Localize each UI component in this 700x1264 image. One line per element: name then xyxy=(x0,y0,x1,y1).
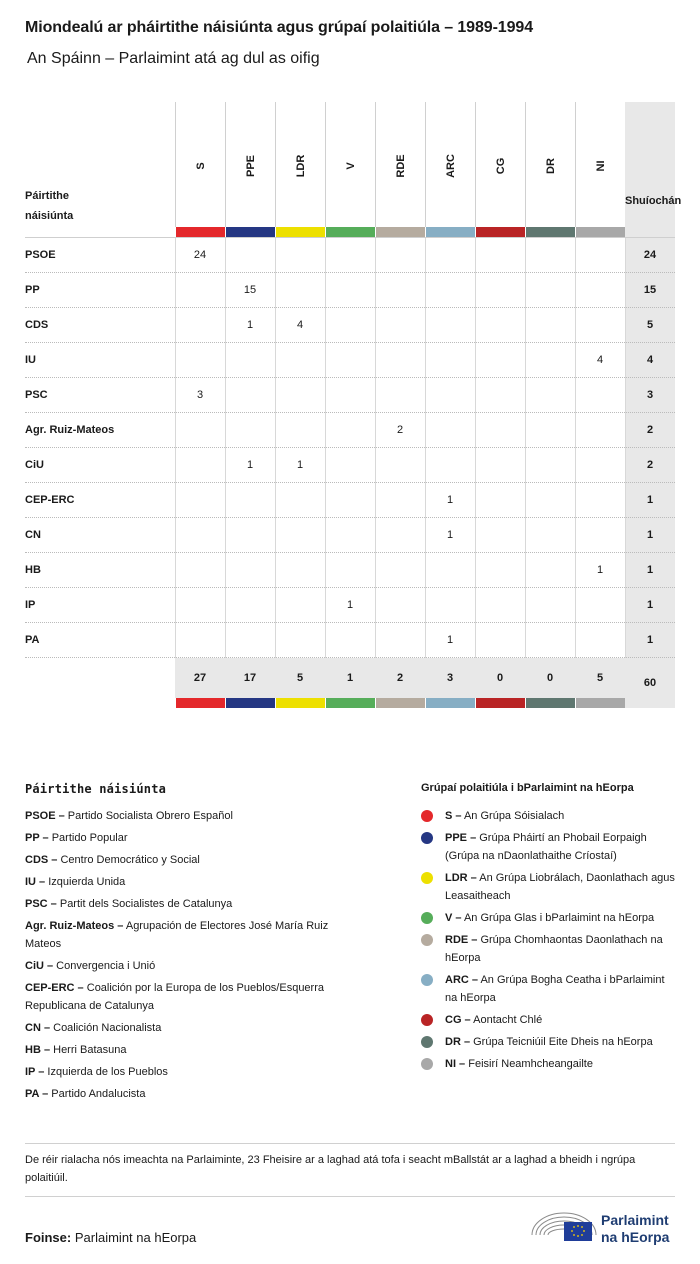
legend-color-dot xyxy=(421,1036,433,1048)
group-total: 0 xyxy=(496,672,504,684)
group-total: 0 xyxy=(546,672,554,684)
cell-value: 1 xyxy=(446,529,454,541)
row-total: 5 xyxy=(646,319,654,331)
group-color-bar-bottom xyxy=(576,698,625,708)
legend-party-abbr: CN – xyxy=(25,1022,51,1034)
grand-total: 60 xyxy=(643,677,657,689)
row-divider xyxy=(25,307,675,308)
group-header-label: RDE xyxy=(394,154,407,178)
legend-party-abbr: HB – xyxy=(25,1044,51,1056)
row-divider xyxy=(25,412,675,413)
group-total: 2 xyxy=(396,672,404,684)
legend-party-name: Centro Democrático y Social xyxy=(57,854,200,866)
row-total: 2 xyxy=(646,424,654,436)
legend-group-item xyxy=(445,807,677,825)
cell-value: 4 xyxy=(596,354,604,366)
column-divider xyxy=(275,238,276,658)
legend-color-dot xyxy=(421,1014,433,1026)
note-divider-bottom xyxy=(25,1196,675,1197)
column-divider xyxy=(325,238,326,658)
cell-value: 1 xyxy=(446,494,454,506)
cell-value: 1 xyxy=(596,564,604,576)
legend-group-item xyxy=(445,869,677,905)
group-color-bar-top xyxy=(326,227,375,237)
source-label: Foinse: xyxy=(25,1230,72,1245)
legend-party-name: Partido Andalucista xyxy=(48,1088,146,1100)
legend-party-abbr: CDS – xyxy=(25,854,58,866)
logo-line-2: na hEorpa xyxy=(601,1229,670,1245)
legend-group-abbr: V – xyxy=(445,912,462,924)
row-label: PP xyxy=(25,284,40,296)
legend-group-name: An Grúpa Bogha Ceatha i bParlaimint na hEorpa xyxy=(445,974,665,1004)
legend-party-name: Izquierda Unida xyxy=(45,876,126,888)
cell-value: 15 xyxy=(243,284,257,296)
legend-party-item xyxy=(25,1041,365,1059)
column-divider xyxy=(475,238,476,658)
group-color-bar-top xyxy=(426,227,475,237)
group-total: 5 xyxy=(296,672,304,684)
group-color-bar-top xyxy=(226,227,275,237)
legend-party-abbr: PA – xyxy=(25,1088,49,1100)
group-color-bar-top xyxy=(576,227,625,237)
logo-line-1: Parlaimint xyxy=(601,1212,669,1228)
legend-party-name: Herri Batasuna xyxy=(50,1044,127,1056)
row-label: CDS xyxy=(25,319,49,331)
group-color-bar-top xyxy=(276,227,325,237)
group-header-s xyxy=(175,102,225,227)
group-color-bar-bottom xyxy=(176,698,225,708)
cell-value: 1 xyxy=(296,459,304,471)
group-color-bar-top xyxy=(376,227,425,237)
column-divider xyxy=(625,238,626,658)
row-divider xyxy=(25,272,675,273)
legend-color-dot xyxy=(421,872,433,884)
group-header-v xyxy=(325,102,375,227)
legend-group-abbr: PPE – xyxy=(445,832,477,844)
group-header-rde xyxy=(375,102,425,227)
legend-party-item xyxy=(25,1085,365,1103)
legend-party-abbr: PSC – xyxy=(25,898,57,910)
group-total: 1 xyxy=(346,672,354,684)
group-color-bar-bottom xyxy=(226,698,275,708)
legend-party-name: Partido Socialista Obrero Español xyxy=(64,810,233,822)
row-divider xyxy=(25,377,675,378)
column-divider xyxy=(525,238,526,658)
legend-party-name: Agrupación de Electores José María Ruiz Mateos xyxy=(25,920,329,950)
column-divider xyxy=(225,238,226,658)
source-line xyxy=(25,1230,196,1245)
legend-group-item xyxy=(445,971,677,1007)
legend-party-item xyxy=(25,979,365,1015)
group-color-bar-bottom xyxy=(426,698,475,708)
legend-group-name: An Grúpa Glas i bParlaimint na hEorpa xyxy=(461,912,655,924)
legend-color-dot xyxy=(421,934,433,946)
group-total: 3 xyxy=(446,672,454,684)
legend-group-name: An Grúpa Sóisialach xyxy=(461,810,565,822)
row-label: PSOE xyxy=(25,249,56,261)
row-total: 2 xyxy=(646,459,654,471)
row-divider xyxy=(25,482,675,483)
row-total: 4 xyxy=(646,354,654,366)
row-total: 3 xyxy=(646,389,654,401)
legend-party-item xyxy=(25,957,365,975)
row-label: PSC xyxy=(25,389,48,401)
legend-group-name: Feisirí Neamhcheangailte xyxy=(465,1058,593,1070)
legend-group-abbr: RDE – xyxy=(445,934,478,946)
group-color-bar-top xyxy=(526,227,575,237)
group-header-cg xyxy=(475,102,525,227)
legend-party-name: Partit dels Socialistes de Catalunya xyxy=(56,898,233,910)
row-total: 24 xyxy=(643,249,657,261)
group-color-bar-top xyxy=(476,227,525,237)
row-divider xyxy=(25,517,675,518)
row-total: 1 xyxy=(646,564,654,576)
column-divider xyxy=(575,238,576,658)
group-color-bar-bottom xyxy=(376,698,425,708)
legend-group-item xyxy=(445,1055,677,1073)
group-header-arc xyxy=(425,102,475,227)
header-divider xyxy=(25,237,675,238)
legend-party-name: Convergencia i Unió xyxy=(53,960,156,972)
legend-groups-title: Grúpaí polaitiúla i bParlaimint na hEorpa xyxy=(421,782,634,794)
cell-value: 4 xyxy=(296,319,304,331)
row-label: CN xyxy=(25,529,41,541)
legend-parties-title: Páirtithe náisiúnta xyxy=(25,782,167,796)
seat-header-label: Shuíochán xyxy=(625,195,682,207)
row-total: 1 xyxy=(646,494,654,506)
legend-party-item xyxy=(25,917,365,953)
cell-value: 1 xyxy=(346,599,354,611)
legend-party-item xyxy=(25,873,365,891)
cell-value: 24 xyxy=(193,249,207,261)
row-label: CiU xyxy=(25,459,44,471)
group-total: 17 xyxy=(243,672,257,684)
legend-party-item xyxy=(25,829,365,847)
group-color-bar-bottom xyxy=(526,698,575,708)
legend-group-name: An Grúpa Liobrálach, Daonlathach agus Leasaitheach xyxy=(445,872,675,902)
legend-group-abbr: S – xyxy=(445,810,462,822)
row-divider xyxy=(25,622,675,623)
row-label: HB xyxy=(25,564,41,576)
row-label: IU xyxy=(25,354,36,366)
row-label: PA xyxy=(25,634,40,646)
group-header-label: ARC xyxy=(444,154,457,178)
legend-color-dot xyxy=(421,912,433,924)
cell-value: 1 xyxy=(246,319,254,331)
legend-party-abbr: Agr. Ruiz-Mateos – xyxy=(25,920,124,932)
logo-text xyxy=(601,1212,669,1246)
cell-value: 1 xyxy=(446,634,454,646)
row-divider xyxy=(25,447,675,448)
row-label: Agr. Ruiz-Mateos xyxy=(25,424,115,436)
row-total: 1 xyxy=(646,529,654,541)
page-title: Miondealú ar pháirtithe náisiúnta agus grúpaí polaitiúla – 1989-1994 xyxy=(25,19,533,36)
legend-group-item xyxy=(445,931,677,967)
group-color-bar-bottom xyxy=(326,698,375,708)
row-total: 1 xyxy=(646,599,654,611)
legend-party-item xyxy=(25,807,365,825)
row-divider xyxy=(25,657,675,658)
group-color-bar-top xyxy=(176,227,225,237)
legend-group-item xyxy=(445,909,677,927)
legend-group-abbr: CG – xyxy=(445,1014,471,1026)
group-header-label: PPE xyxy=(244,154,257,178)
note-divider-top xyxy=(25,1143,675,1144)
legend-color-dot xyxy=(421,1058,433,1070)
row-divider xyxy=(25,552,675,553)
legend-group-abbr: NI – xyxy=(445,1058,466,1070)
legend-group-name: Grúpa Teicniúil Eite Dheis na hEorpa xyxy=(470,1036,653,1048)
legend-color-dot xyxy=(421,974,433,986)
legend-party-abbr: CEP-ERC – xyxy=(25,982,84,994)
legend-party-name: Partido Popular xyxy=(48,832,128,844)
legend-group-name: Aontacht Chlé xyxy=(470,1014,543,1026)
group-header-label: NI xyxy=(594,160,607,172)
legend-party-item xyxy=(25,1063,365,1081)
group-color-bar-bottom xyxy=(476,698,525,708)
legend-group-item xyxy=(445,1033,677,1051)
legend-party-abbr: IU – xyxy=(25,876,46,888)
legend-party-item xyxy=(25,1019,365,1037)
legend-party-name: Coalición Nacionalista xyxy=(50,1022,162,1034)
row-total: 15 xyxy=(643,284,657,296)
legend-party-item xyxy=(25,895,365,913)
cell-value: 2 xyxy=(396,424,404,436)
group-header-label: LDR xyxy=(294,154,307,178)
legend-party-abbr: IP – xyxy=(25,1066,45,1078)
group-total: 27 xyxy=(193,672,207,684)
source-text: Parlaimint na hEorpa xyxy=(74,1230,197,1245)
column-divider xyxy=(175,238,176,658)
row-label: IP xyxy=(25,599,36,611)
row-divider xyxy=(25,342,675,343)
legend-color-dot xyxy=(421,810,433,822)
row-divider xyxy=(25,587,675,588)
legend-party-abbr: PSOE – xyxy=(25,810,65,822)
legend-color-dot xyxy=(421,832,433,844)
cell-value: 3 xyxy=(196,389,204,401)
legend-party-name: Izquierda de los Pueblos xyxy=(44,1066,168,1078)
group-header-label: V xyxy=(344,162,357,170)
group-color-bar-bottom xyxy=(276,698,325,708)
row-label: CEP-ERC xyxy=(25,494,75,506)
legend-group-abbr: DR – xyxy=(445,1036,471,1048)
legend-group-abbr: LDR – xyxy=(445,872,477,884)
row-total: 1 xyxy=(646,634,654,646)
footnote: De réir rialacha nós imeachta na Parlaiminte, 23 Fheisire ar a laghad atá tofa i seacht mBallstát ar a laghad a bheidh i ngrúpa polaitiúil. xyxy=(25,1154,636,1184)
group-header-label: DR xyxy=(544,158,557,174)
legend-group-name: Grúpa Chomhaontas Daonlathach na hEorpa xyxy=(445,934,663,964)
legend-party-abbr: CiU – xyxy=(25,960,54,972)
group-header-ppe xyxy=(225,102,275,227)
legend-party-item xyxy=(25,851,365,869)
legend-party-abbr: PP – xyxy=(25,832,49,844)
legend-group-abbr: ARC – xyxy=(445,974,479,986)
row-header-label: Páirtithe náisiúnta xyxy=(25,190,74,222)
cell-value: 1 xyxy=(246,459,254,471)
column-divider xyxy=(425,238,426,658)
column-divider xyxy=(375,238,376,658)
legend-group-item xyxy=(445,829,677,865)
legend-group-item xyxy=(445,1011,677,1029)
group-header-ni xyxy=(575,102,625,227)
group-header-label: CG xyxy=(494,157,507,175)
group-header-dr xyxy=(525,102,575,227)
legend-party-name: Coalición por la Europa de los Pueblos/Esquerra Republicana de Catalunya xyxy=(25,982,324,1012)
group-header-ldr xyxy=(275,102,325,227)
group-header-label: S xyxy=(194,162,207,170)
page-subtitle: An Spáinn – Parlaimint atá ag dul as oifig xyxy=(27,50,320,67)
legend-group-name: Grúpa Pháirtí an Phobail Eorpaigh (Grúpa na nDaonlathaithe Críostaí) xyxy=(445,832,647,862)
group-total: 5 xyxy=(596,672,604,684)
